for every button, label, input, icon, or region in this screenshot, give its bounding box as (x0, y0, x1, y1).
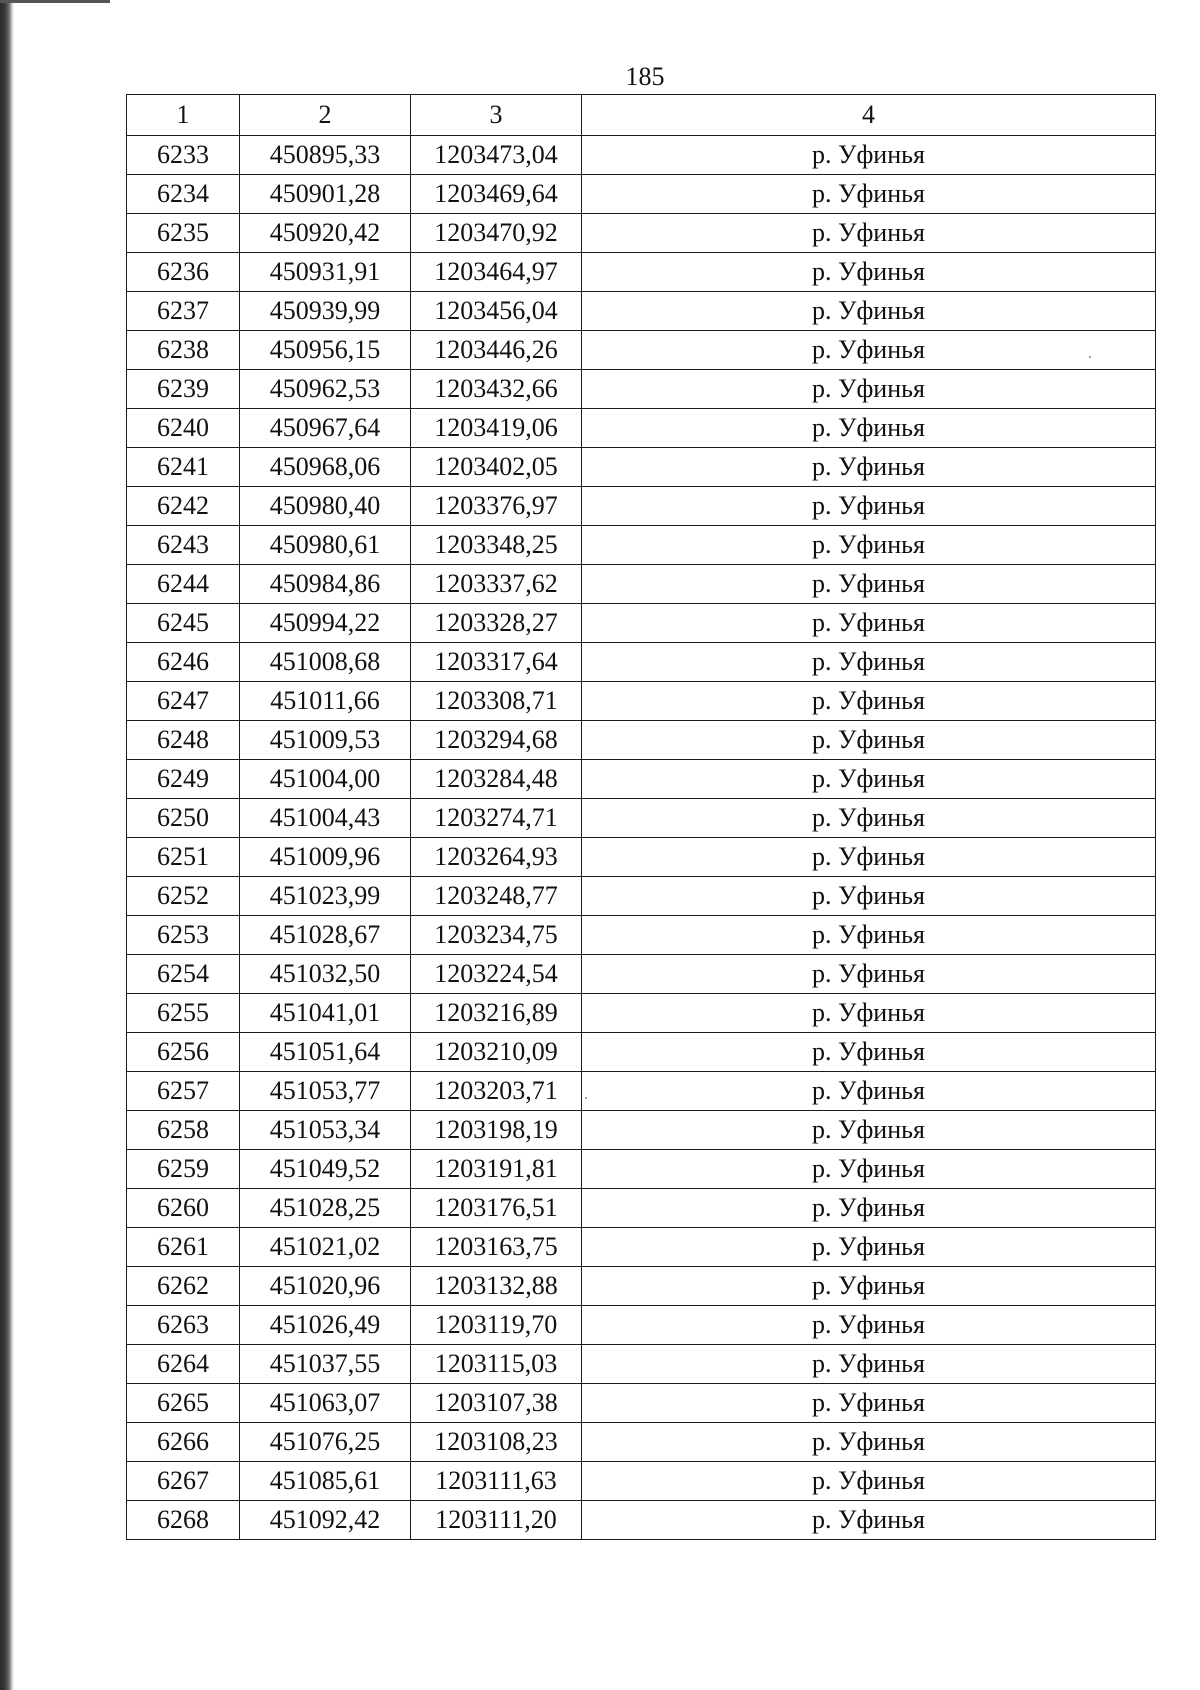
x-coordinate-cell: 451063,07 (240, 1384, 411, 1423)
description-cell: р. Уфинья (582, 292, 1156, 331)
x-coordinate-cell: 451051,64 (240, 1033, 411, 1072)
y-coordinate-cell: 1203115,03 (411, 1345, 582, 1384)
table-row (127, 214, 1156, 253)
table-row (127, 1423, 1156, 1462)
description-cell: р. Уфинья (582, 721, 1156, 760)
point-number-cell: 6261 (127, 1228, 240, 1267)
y-coordinate-cell: 1203191,81 (411, 1150, 582, 1189)
point-number-cell: 6254 (127, 955, 240, 994)
x-coordinate-cell: 451049,52 (240, 1150, 411, 1189)
y-coordinate-cell: 1203419,06 (411, 409, 582, 448)
y-coordinate-cell: 1203274,71 (411, 799, 582, 838)
x-coordinate-cell: 451023,99 (240, 877, 411, 916)
description-cell: р. Уфинья (582, 1033, 1156, 1072)
description-cell: р. Уфинья (582, 253, 1156, 292)
description-cell: р. Уфинья (582, 136, 1156, 175)
y-coordinate-cell: 1203456,04 (411, 292, 582, 331)
table-row (127, 877, 1156, 916)
point-number-cell: 6247 (127, 682, 240, 721)
point-number-cell: 6268 (127, 1501, 240, 1540)
x-coordinate-cell: 451008,68 (240, 643, 411, 682)
y-coordinate-cell: 1203248,77 (411, 877, 582, 916)
point-number-cell: 6243 (127, 526, 240, 565)
table-row (127, 1189, 1156, 1228)
x-coordinate-cell: 451009,96 (240, 838, 411, 877)
description-cell: р. Уфинья (582, 565, 1156, 604)
table-row (127, 175, 1156, 214)
point-number-cell: 6267 (127, 1462, 240, 1501)
y-coordinate-cell: 1203111,63 (411, 1462, 582, 1501)
y-coordinate-cell: 1203216,89 (411, 994, 582, 1033)
column-2-header: 2 (240, 95, 411, 136)
table-row (127, 682, 1156, 721)
description-cell: р. Уфинья (582, 1267, 1156, 1306)
point-number-cell: 6252 (127, 877, 240, 916)
point-number-cell: 6242 (127, 487, 240, 526)
description-cell: р. Уфинья (582, 175, 1156, 214)
table-row (127, 1345, 1156, 1384)
point-number-cell: 6251 (127, 838, 240, 877)
point-number-cell: 6240 (127, 409, 240, 448)
description-cell: р. Уфинья (582, 1150, 1156, 1189)
scan-top-mark (0, 0, 110, 3)
y-coordinate-cell: 1203234,75 (411, 916, 582, 955)
x-coordinate-cell: 451004,43 (240, 799, 411, 838)
y-coordinate-cell: 1203108,23 (411, 1423, 582, 1462)
y-coordinate-cell: 1203176,51 (411, 1189, 582, 1228)
table-row (127, 1111, 1156, 1150)
point-number-cell: 6262 (127, 1267, 240, 1306)
description-cell: р. Уфинья (582, 1306, 1156, 1345)
y-coordinate-cell: 1203119,70 (411, 1306, 582, 1345)
table-row (127, 994, 1156, 1033)
column-3-header: 3 (411, 95, 582, 136)
point-number-cell: 6260 (127, 1189, 240, 1228)
x-coordinate-cell: 451053,77 (240, 1072, 411, 1111)
table-row (127, 448, 1156, 487)
x-coordinate-cell: 450962,53 (240, 370, 411, 409)
y-coordinate-cell: 1203464,97 (411, 253, 582, 292)
x-coordinate-cell: 451028,67 (240, 916, 411, 955)
x-coordinate-cell: 450967,64 (240, 409, 411, 448)
point-number-cell: 6234 (127, 175, 240, 214)
y-coordinate-cell: 1203294,68 (411, 721, 582, 760)
description-cell: р. Уфинья (582, 760, 1156, 799)
x-coordinate-cell: 451076,25 (240, 1423, 411, 1462)
point-number-cell: 6265 (127, 1384, 240, 1423)
y-coordinate-cell: 1203111,20 (411, 1501, 582, 1540)
y-coordinate-cell: 1203317,64 (411, 643, 582, 682)
description-cell: р. Уфинья (582, 1501, 1156, 1540)
x-coordinate-cell: 451009,53 (240, 721, 411, 760)
point-number-cell: 6244 (127, 565, 240, 604)
table-row (127, 526, 1156, 565)
x-coordinate-cell: 450980,61 (240, 526, 411, 565)
x-coordinate-cell: 451021,02 (240, 1228, 411, 1267)
point-number-cell: 6245 (127, 604, 240, 643)
point-number-cell: 6257 (127, 1072, 240, 1111)
y-coordinate-cell: 1203402,05 (411, 448, 582, 487)
description-cell: р. Уфинья (582, 409, 1156, 448)
table-row (127, 1267, 1156, 1306)
description-cell: р. Уфинья (582, 838, 1156, 877)
table-row (127, 1072, 1156, 1111)
x-coordinate-cell: 451032,50 (240, 955, 411, 994)
point-number-cell: 6263 (127, 1306, 240, 1345)
page-number: 185 (625, 62, 665, 91)
point-number-cell: 6238 (127, 331, 240, 370)
description-cell: р. Уфинья (582, 799, 1156, 838)
table-row (127, 487, 1156, 526)
y-coordinate-cell: 1203348,25 (411, 526, 582, 565)
point-number-cell: 6256 (127, 1033, 240, 1072)
description-cell: р. Уфинья (582, 643, 1156, 682)
point-number-cell: 6248 (127, 721, 240, 760)
scan-binding-edge (0, 0, 14, 1690)
description-cell: р. Уфинья (582, 682, 1156, 721)
table-row (127, 1501, 1156, 1540)
y-coordinate-cell: 1203328,27 (411, 604, 582, 643)
x-coordinate-cell: 451037,55 (240, 1345, 411, 1384)
x-coordinate-cell: 451092,42 (240, 1501, 411, 1540)
description-cell: р. Уфинья (582, 214, 1156, 253)
x-coordinate-cell: 451053,34 (240, 1111, 411, 1150)
y-coordinate-cell: 1203446,26 (411, 331, 582, 370)
table-body (127, 136, 1156, 1540)
x-coordinate-cell: 450984,86 (240, 565, 411, 604)
y-coordinate-cell: 1203163,75 (411, 1228, 582, 1267)
point-number-cell: 6258 (127, 1111, 240, 1150)
point-number-cell: 6266 (127, 1423, 240, 1462)
y-coordinate-cell: 1203469,64 (411, 175, 582, 214)
description-cell: р. Уфинья (582, 955, 1156, 994)
table-row (127, 799, 1156, 838)
description-cell: р. Уфинья (582, 331, 1156, 370)
x-coordinate-cell: 451085,61 (240, 1462, 411, 1501)
x-coordinate-cell: 450895,33 (240, 136, 411, 175)
x-coordinate-cell: 451004,00 (240, 760, 411, 799)
point-number-cell: 6249 (127, 760, 240, 799)
x-coordinate-cell: 450901,28 (240, 175, 411, 214)
table-header (127, 95, 1156, 136)
description-cell: р. Уфинья (582, 1189, 1156, 1228)
y-coordinate-cell: 1203308,71 (411, 682, 582, 721)
description-cell: р. Уфинья (582, 877, 1156, 916)
description-cell: р. Уфинья (582, 1384, 1156, 1423)
y-coordinate-cell: 1203432,66 (411, 370, 582, 409)
table-row (127, 409, 1156, 448)
point-number-cell: 6237 (127, 292, 240, 331)
table-row (127, 136, 1156, 175)
description-cell: р. Уфинья (582, 526, 1156, 565)
x-coordinate-cell: 451026,49 (240, 1306, 411, 1345)
x-coordinate-cell: 450920,42 (240, 214, 411, 253)
x-coordinate-cell: 451041,01 (240, 994, 411, 1033)
y-coordinate-cell: 1203198,19 (411, 1111, 582, 1150)
description-cell: р. Уфинья (582, 994, 1156, 1033)
description-cell: р. Уфинья (582, 448, 1156, 487)
point-number-cell: 6255 (127, 994, 240, 1033)
table-row (127, 1306, 1156, 1345)
table-row (127, 253, 1156, 292)
x-coordinate-cell: 450994,22 (240, 604, 411, 643)
description-cell: р. Уфинья (582, 370, 1156, 409)
point-number-cell: 6264 (127, 1345, 240, 1384)
y-coordinate-cell: 1203376,97 (411, 487, 582, 526)
y-coordinate-cell: 1203203,71 (411, 1072, 582, 1111)
table-row (127, 1228, 1156, 1267)
y-coordinate-cell: 1203107,38 (411, 1384, 582, 1423)
column-4-header: 4 (582, 95, 1156, 136)
point-number-cell: 6235 (127, 214, 240, 253)
point-number-cell: 6250 (127, 799, 240, 838)
table-row (127, 370, 1156, 409)
description-cell: р. Уфинья (582, 1228, 1156, 1267)
x-coordinate-cell: 450931,91 (240, 253, 411, 292)
y-coordinate-cell: 1203337,62 (411, 565, 582, 604)
table-row (127, 331, 1156, 370)
table-row (127, 292, 1156, 331)
table-row (127, 916, 1156, 955)
y-coordinate-cell: 1203210,09 (411, 1033, 582, 1072)
description-cell: р. Уфинья (582, 487, 1156, 526)
point-number-cell: 6239 (127, 370, 240, 409)
table-row (127, 955, 1156, 994)
point-number-cell: 6246 (127, 643, 240, 682)
y-coordinate-cell: 1203264,93 (411, 838, 582, 877)
x-coordinate-cell: 451028,25 (240, 1189, 411, 1228)
y-coordinate-cell: 1203132,88 (411, 1267, 582, 1306)
coordinates-table (126, 94, 1156, 1540)
table-row (127, 1150, 1156, 1189)
point-number-cell: 6236 (127, 253, 240, 292)
x-coordinate-cell: 450956,15 (240, 331, 411, 370)
table-row (127, 565, 1156, 604)
x-coordinate-cell: 450939,99 (240, 292, 411, 331)
column-1-header: 1 (127, 95, 240, 136)
x-coordinate-cell: 451020,96 (240, 1267, 411, 1306)
table-row (127, 604, 1156, 643)
table-row (127, 1384, 1156, 1423)
point-number-cell: 6253 (127, 916, 240, 955)
y-coordinate-cell: 1203473,04 (411, 136, 582, 175)
y-coordinate-cell: 1203224,54 (411, 955, 582, 994)
x-coordinate-cell: 450968,06 (240, 448, 411, 487)
point-number-cell: 6233 (127, 136, 240, 175)
point-number-cell: 6241 (127, 448, 240, 487)
x-coordinate-cell: 450980,40 (240, 487, 411, 526)
description-cell: р. Уфинья (582, 604, 1156, 643)
description-cell: р. Уфинья (582, 1111, 1156, 1150)
table-row (127, 1462, 1156, 1501)
table-row (127, 760, 1156, 799)
table-row (127, 1033, 1156, 1072)
y-coordinate-cell: 1203284,48 (411, 760, 582, 799)
x-coordinate-cell: 451011,66 (240, 682, 411, 721)
y-coordinate-cell: 1203470,92 (411, 214, 582, 253)
table-row (127, 838, 1156, 877)
table-row (127, 721, 1156, 760)
header-row (127, 95, 1156, 136)
description-cell: р. Уфинья (582, 1423, 1156, 1462)
description-cell: р. Уфинья (582, 1345, 1156, 1384)
table-row (127, 643, 1156, 682)
description-cell: р. Уфинья (582, 1072, 1156, 1111)
point-number-cell: 6259 (127, 1150, 240, 1189)
description-cell: р. Уфинья (582, 1462, 1156, 1501)
description-cell: р. Уфинья (582, 916, 1156, 955)
